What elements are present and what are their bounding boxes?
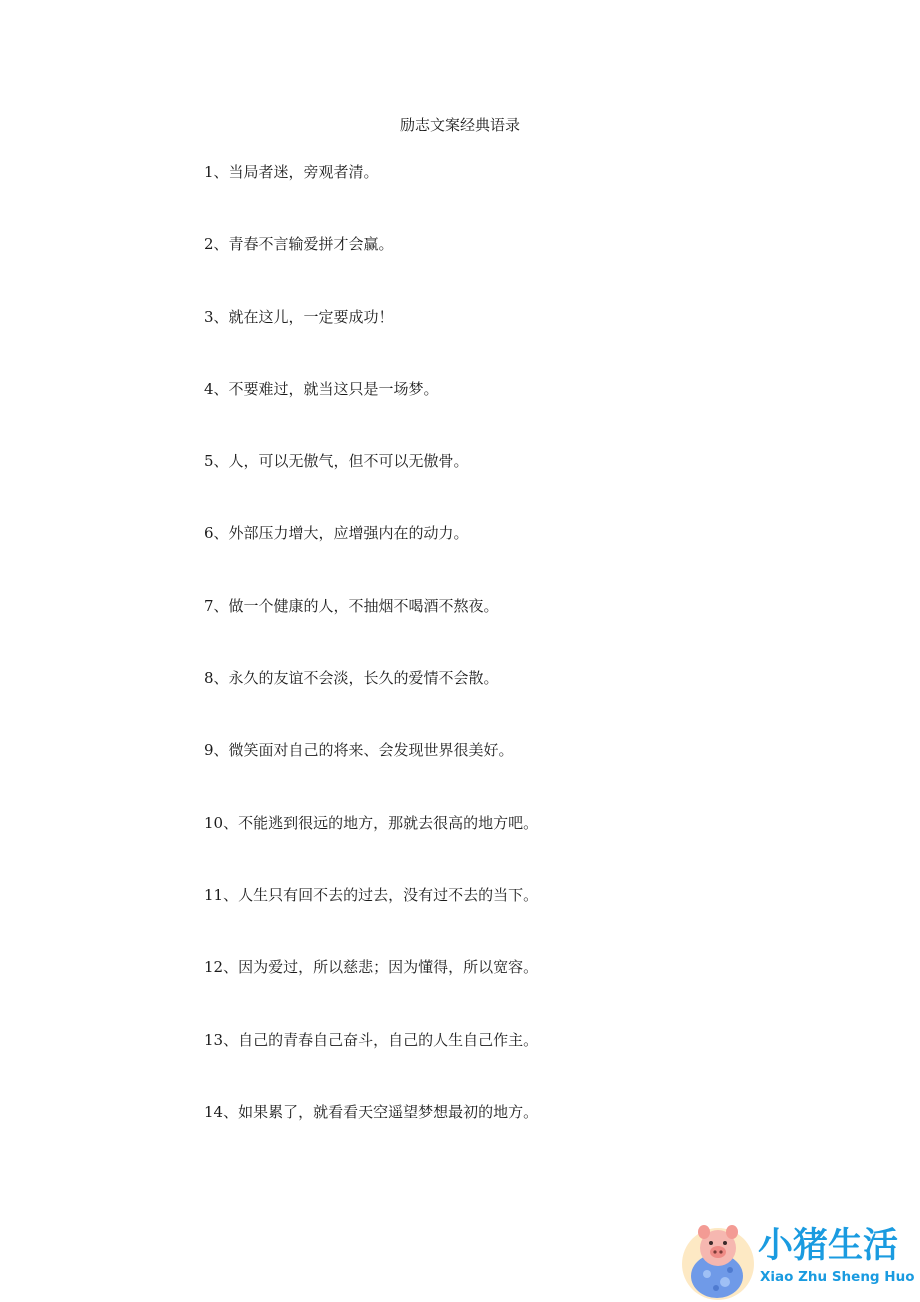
quote-item: 8、永久的友谊不会淡，长久的爱情不会散。 — [204, 669, 499, 688]
document-title: 励志文案经典语录 — [399, 116, 520, 134]
quote-item: 14、如果累了，就看看天空遥望梦想最初的地方。 — [204, 1102, 539, 1121]
quote-item: 13、自己的青春自己奋斗，自己的人生自己作主。 — [204, 1030, 539, 1049]
quote-item: 1、当局者迷，旁观者清。 — [204, 163, 379, 181]
quote-item: 6、外部压力增大，应增强内在的动力。 — [204, 524, 469, 543]
quote-item: 9、微笑面对自己的将来、会发现世界很美好。 — [204, 741, 514, 760]
quote-item: 12、因为爱过，所以慈悲；因为懂得，所以宽容。 — [204, 958, 539, 977]
quote-item: 2、青春不言输爱拼才会赢。 — [204, 235, 394, 254]
quote-item: 5、人，可以无傲气，但不可以无傲骨。 — [204, 452, 469, 471]
quote-item: 7、做一个健康的人，不抽烟不喝酒不熬夜。 — [204, 596, 499, 615]
quote-item: 4、不要难过，就当这只是一场梦。 — [204, 379, 439, 398]
pig-mascot-icon — [680, 1218, 756, 1302]
quote-item: 3、就在这儿，一定要成功！ — [204, 307, 394, 326]
watermark-name-en: Xiao Zhu Sheng Huo — [760, 1269, 915, 1285]
quote-item: 10、不能逃到很远的地方，那就去很高的地方吧。 — [204, 813, 539, 832]
watermark-logo — [680, 1218, 920, 1302]
quote-list — [204, 160, 764, 1172]
quote-item: 11、人生只有回不去的过去，没有过不去的当下。 — [204, 885, 539, 904]
watermark-name-cn: 小猪生活 — [758, 1226, 899, 1266]
